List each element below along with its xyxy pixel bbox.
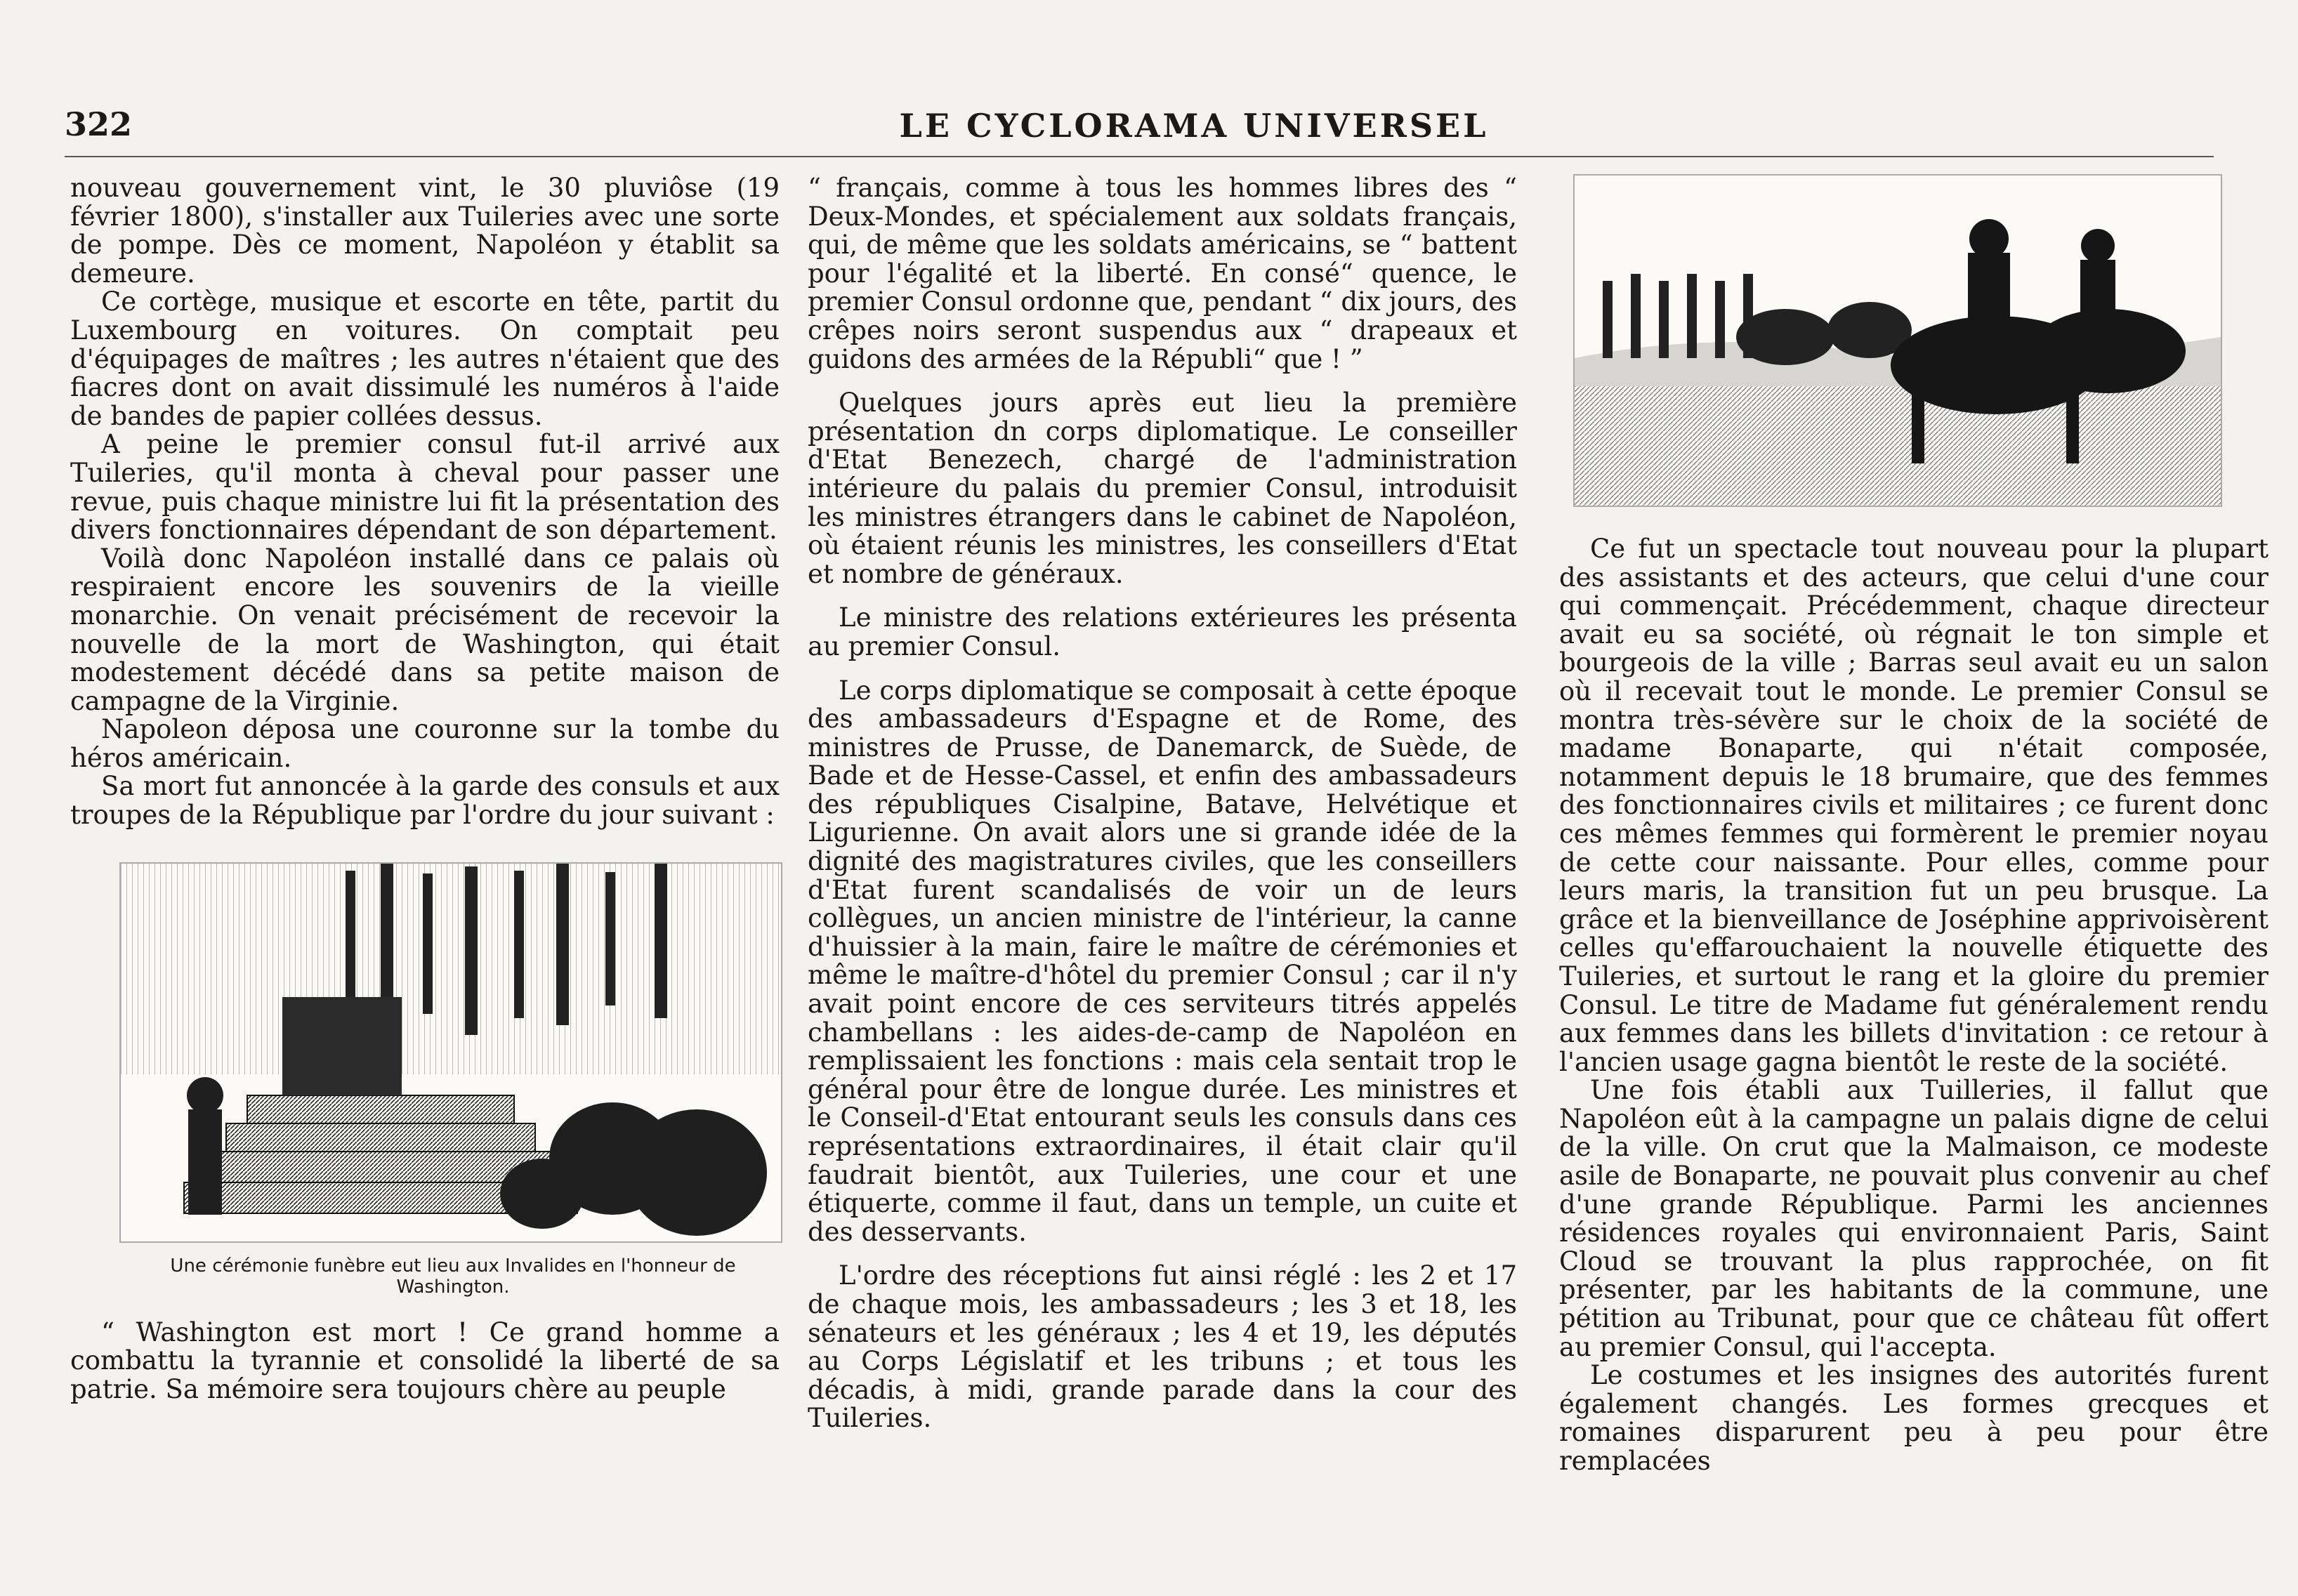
figure-cavalry xyxy=(1559,174,2269,507)
quote-paragraph: “ Washington est mort ! Ce grand homme a combattu la tyrannie et consolidé la liberté de sa patrie. Sa mémoire sera toujours chère au peuple xyxy=(70,1317,780,1404)
page-number: 322 xyxy=(65,105,133,143)
quote-continuation: “ français, comme à tous les hommes libres des “ Deux-Mondes, et spécialement aux soldats français, qui, de même que les soldats américains, se “ battent pour l'égalité et la liberté. En consé“ quence, le premier Consul ordonne que, pendant “ dix jours, des crêpes noirs seront suspendus aux “ drapeaux et guidons des armées de la Républi“ que ! ” xyxy=(808,173,1517,374)
engraving-cavalry-image xyxy=(1573,174,2222,507)
column-2 xyxy=(808,174,1517,1433)
column-1 xyxy=(70,174,780,1404)
engraving-funeral-ceremony-image xyxy=(119,862,782,1243)
paragraph: Le ministre des relations extérieures les présenta au premier Consul. xyxy=(808,602,1517,661)
header-rule xyxy=(65,156,2214,157)
paragraph: Une fois établi aux Tuilleries, il fallut que Napoléon eût à la campagne un palais digne de celui de la ville. On crut que la Malmaison, ce modeste asile de Bonaparte, ne pouvait plus convenir au chef d'une grande République. Parmi les anciennes résidences royales qui environnaient Paris, Saint Cloud se trouvant la plus rapprochée, on fit présenter, par les habitants de la commune, une pétition au Tribunat, pour que ce château fût offert au premier Consul, qui l'accepta. xyxy=(1559,1075,2269,1362)
paragraph: Quelques jours après eut lieu la première présentation dn corps diplomatique. Le conseiller d'Etat Benezech, chargé de l'administration intérieure du palais du premier Consul, introduisit les ministres étrangers dans le cabinet de Napoléon, où étaient réunis les ministres, les conseillers d'Etat et nombre de généraux. xyxy=(808,388,1517,589)
paragraph: A peine le premier consul fut-il arrivé aux Tuileries, qu'il monta à cheval pour passer une revue, puis chaque ministre lui fit la présentation des divers fonctionnaires dépendant de son département. xyxy=(70,429,780,546)
figure-caption: Une cérémonie funèbre eut lieu aux Invalides en l'honneur de Washington. xyxy=(170,1255,736,1298)
paragraph: L'ordre des réceptions fut ainsi réglé : les 2 et 17 de chaque mois, les ambassadeurs ; les 3 et 18, les sénateurs et les généraux ; les 4 et 19, les députés au Corps Législatif et les tribuns ; et tous les décadis, à midi, grande parade dans la cour des Tuileries. xyxy=(808,1260,1517,1434)
column-3 xyxy=(1559,174,2269,1476)
running-title: LE CYCLORAMA UNIVERSEL xyxy=(899,107,1489,145)
paragraph: Napoleon déposa une couronne sur la tombe du héros américain. xyxy=(70,714,780,773)
paragraph: Sa mort fut annoncée à la garde des consuls et aux troupes de la République par l'ordre du jour suivant : xyxy=(70,771,780,831)
paragraph: nouveau gouvernement vint, le 30 pluviôse (19 février 1800), s'installer aux Tuileries avec une sorte de pompe. Dès ce moment, Napoléon y établit sa demeure. xyxy=(70,173,780,289)
paragraph: Ce fut un spectacle tout nouveau pour la plupart des assistants et des acteurs, que celui d'une cour qui commençait. Précédemment, chaque directeur avait eu sa société, où régnait le ton simple et bourgeois de la ville ; Barras seul avait eu un salon où il recevait tout le monde. Le premier Consul se montra très-sévère sur le choix de la société de madame Bonaparte, qui n'était composée, notamment depuis le 18 brumaire, que des femmes des fonctionnaires civils et militaires ; ce furent donc ces mêmes femmes qui formèrent le premier noyau de cette cour naissante. Pour elles, comme pour leurs maris, la transition fut un peu brusque. La grâce et la bienveillance de Joséphine apprivoisèrent celles qu'effarouchaient la nouvelle étiquette des Tuileries, et surtout le rang et la gloire du premier Consul. Le titre de Madame fut généralement rendu aux femmes dans les billets d'invitation : ce retour à l'ancien usage gagna bientôt le reste de la société. xyxy=(1559,534,2269,1077)
paragraph: Ce cortège, musique et escorte en tête, partit du Luxembourg en voitures. On comptait peu d'équipages de maîtres ; les autres n'étaient que des fiacres dont on avait dissimulé les numéros à l'aide de bandes de papier collées dessus. xyxy=(70,286,780,431)
figure-funeral-ceremony xyxy=(119,862,787,1298)
paragraph: Voilà donc Napoléon installé dans ce palais où respiraient encore les souvenirs de la vieille monarchie. On venait précisément de recevoir la nouvelle de la mort de Washington, qui était modestement décédé dans sa petite maison de campagne de la Virginie. xyxy=(70,543,780,716)
paragraph: Le costumes et les insignes des autorités furent également changés. Les formes grecques et romaines disparurent peu à peu pour être remplacées xyxy=(1559,1360,2269,1476)
paragraph: Le corps diplomatique se composait à cette époque des ambassadeurs d'Espagne et de Rome, des ministres de Prusse, de Danemarck, de Suède, de Bade et de Hesse-Cassel, et enfin des ambassadeurs des républiques Cisalpine, Batave, Helvétique et Ligurienne. On avait alors une si grande idée de la dignité des magistratures civiles, que les conseillers d'Etat furent scandalisés de voir un de leurs collègues, un ancien ministre de l'intérieur, la canne d'huissier à la main, faire le maître de cérémonies et même le maître-d'hôtel du premier Consul ; car il n'y avait point encore de ces serviteurs titrés appelés chambellans : les aides-de-camp de Napoléon en remplissaient les fonctions : mais cela sentait trop le général pour être de longue durée. Les ministres et le Conseil-d'Etat entourant seuls les consuls dans ces représentations extraordinaires, il était clair qu'il faudrait bientôt, aux Tuileries, une cour et une étiquerte, comme il faut, dans un temple, un cuite et des desservants. xyxy=(808,675,1517,1247)
